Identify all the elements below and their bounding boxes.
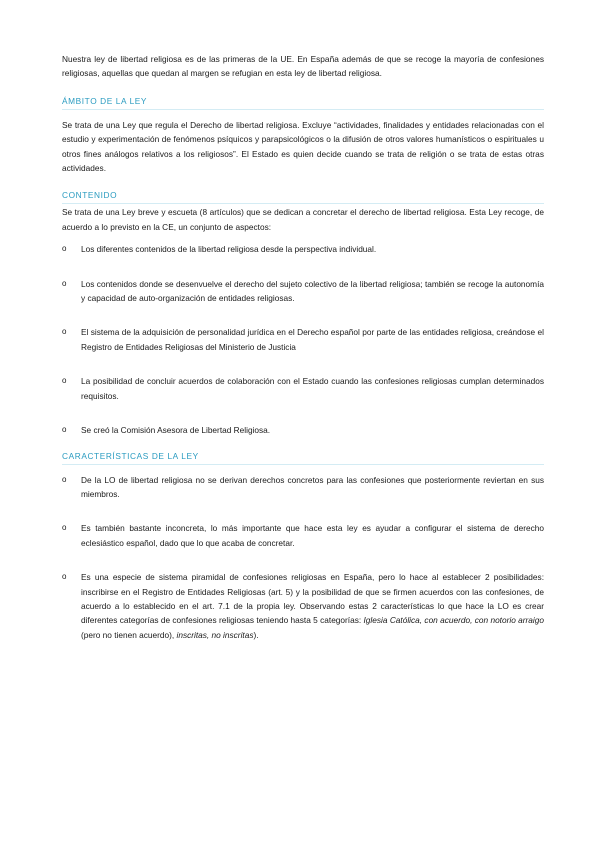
list-item: o Es una especie de sistema piramidal de confesiones religiosas en España, pero lo hace al establecer 2 posibilidades: inscribirse en el Registro de Entidades Religiosas (art. 5) y la posibilidad de que se firmen acuerdos con las confesiones, de acuerdo a lo establecido en el art. 7.1 de la propia ley. Observando estas 2 características lo que hace la LO es crear diferentes categorías de confesiones religiosas teniendo hasta 5 categorías: Iglesia Católica, con acuerdo, con notorio arraigo (pero no tienen acuerdo), inscritas, no inscritas).	[62, 572, 544, 640]
bullet-icon: o	[62, 327, 67, 337]
list-item: o Se creó la Comisión Asesora de Libertad Religiosa.	[62, 423, 544, 437]
ambito-paragraph: Se trata de una Ley que regula el Derecho de libertad religiosa. Excluye “actividades, finalidades y entidades relacionadas con el estudio y experimentación de fenómenos psíquicos y parapsicológicos o la difusión de otros valores humanísticos o espirituales u otros fines análogos relativos a los religiosos”. El Estado es quien decide cuando se trata de religión o se trata de estas otras actividades.	[62, 119, 544, 174]
categories-italic-1: Iglesia Católica, con acuerdo, con notorio arraigo	[363, 615, 544, 626]
bullet-icon: o	[62, 474, 67, 484]
categories-italic-2: inscritas, no inscritas	[176, 629, 254, 640]
bullet-icon: o	[62, 425, 67, 435]
section-contenido	[62, 189, 544, 437]
document-page	[62, 52, 544, 654]
bullet-icon: o	[62, 244, 67, 254]
list-item: o La posibilidad de concluir acuerdos de colaboración con el Estado cuando las confesiones religiosas cumplan determinados requisitos.	[62, 376, 544, 401]
list-item: o Los diferentes contenidos de la libertad religiosa desde la perspectiva individual.	[62, 242, 544, 256]
bullet-icon: o	[62, 523, 67, 533]
bullet-icon: o	[62, 572, 67, 582]
list-item: o Los contenidos donde se desenvuelve el derecho del sujeto colectivo de la libertad religiosa; también se recoge la autonomía y capacidad de auto-organización de entidades religiosas.	[62, 278, 544, 304]
heading-contenido: CONTENIDO	[62, 189, 544, 204]
list-item: o De la LO de libertad religiosa no se derivan derechos concretos para las confesiones que posteriormente reviertan en sus miembros.	[62, 474, 544, 499]
contenido-paragraph: Se trata de una Ley breve y escueta (8 artículos) que se dedican a concretar el derecho de libertad religiosa. Esta Ley recoge, de acuerdo a lo previsto en la CE, un conjunto de aspectos:	[62, 207, 544, 232]
heading-ambito: ÁMBITO DE LA LEY	[62, 95, 544, 110]
bullet-icon: o	[62, 278, 67, 288]
section-caracteristicas	[62, 450, 544, 643]
caracteristicas-list	[62, 473, 544, 643]
bullet-icon: o	[62, 376, 67, 386]
contenido-list	[62, 242, 544, 437]
heading-caracteristicas: CARACTERÍSTICAS DE LA LEY	[62, 450, 544, 465]
section-ambito	[62, 95, 544, 176]
list-item: o El sistema de la adquisición de personalidad jurídica en el Derecho español por parte de las entidades religiosa, creándose el Registro de Entidades Religiosas del Ministerio de Justicia	[62, 327, 544, 352]
list-item: o Es también bastante inconcreta, lo más importante que hace esta ley es ayudar a configurar el sistema de derecho eclesiástico español, dado que lo que acaba de concretar.	[62, 523, 544, 548]
intro-paragraph: Nuestra ley de libertad religiosa es de las primeras de la UE. En España además de que se recoge la mayoría de confesiones religiosas, aquellas que quedan al margen se refugian en esta ley de libertad religiosa.	[62, 54, 544, 79]
